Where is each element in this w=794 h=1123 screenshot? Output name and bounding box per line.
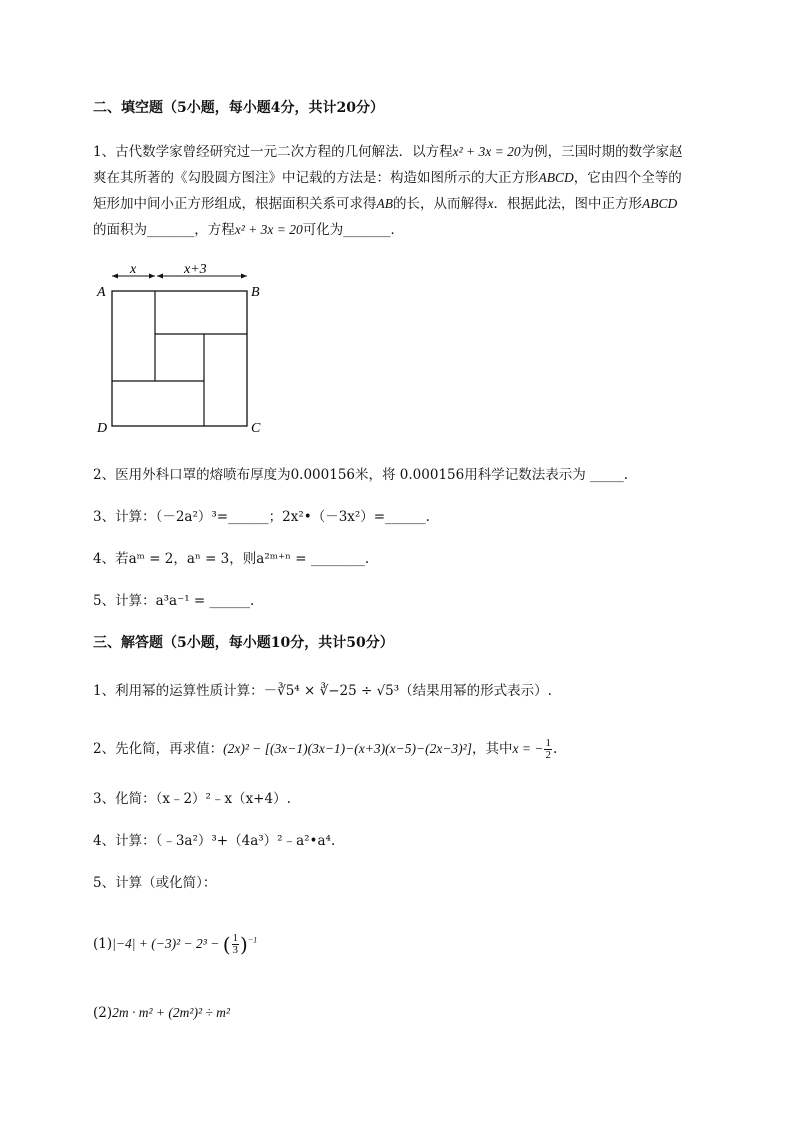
q1-x: x	[487, 196, 494, 211]
vertex-c: C	[251, 421, 261, 436]
fraction-denominator: 2	[545, 749, 551, 761]
sub1-exponent: −1	[247, 935, 258, 945]
solve-q5-sub2	[93, 1003, 230, 1023]
sub2-label: (2)	[93, 1005, 113, 1021]
arrow-head	[241, 274, 247, 279]
fraction-numerator: 1	[545, 737, 551, 749]
solve-q5: 5、计算（或化简）：	[93, 875, 217, 891]
solve-q1: 1、利用幂的运算性质计算：－∛5⁴ × ∛−25 ÷ √5³（结果用幂的形式表示）.	[93, 683, 552, 699]
fraction-denominator: 3	[232, 944, 238, 956]
vertex-a: A	[97, 285, 106, 300]
fill-q1-line-1	[93, 142, 683, 162]
q1-text: 矩形加中间小正方形组成，根据面积关系可求得	[93, 196, 377, 212]
solve-q4: 4、计算：（﹣3a²）³+（4a³）²﹣a²•a⁴.	[93, 833, 336, 849]
q1-text: ．根据此法，图中正方形	[493, 196, 642, 212]
fraction	[544, 738, 552, 761]
solve-q3: 3、化简：（x﹣2）²﹣x（x+4）.	[93, 791, 291, 807]
solve-q2-expression: (2x)² − [(3x−1)(3x−1)−(x+3)(x−5)−(2x−3)²]	[223, 741, 472, 756]
left-paren: (	[222, 932, 231, 957]
sub1-label: (1)	[93, 936, 113, 952]
sub2-expression: 2m · m² + (2m²)² ÷ m²	[112, 1005, 230, 1020]
q1-equation: x² + 3x = 20	[452, 144, 521, 159]
solve-q2-x: x = −	[512, 741, 544, 756]
q1-text: 爽在其所著的《勾股圆方图注》中记载的方法是：构造如图所示的大正方形	[93, 170, 539, 186]
right-paren: )	[240, 932, 248, 957]
q1-text: 1、古代数学家曾经研究过一元二次方程的几何解法．以方程	[93, 144, 453, 160]
square-abcd-figure	[93, 262, 268, 437]
q1-abcd: ABCD	[538, 170, 574, 185]
solve-q2-end: .	[552, 741, 558, 757]
q1-ab: AB	[376, 196, 393, 211]
solve-q2	[93, 738, 557, 761]
fill-q4: 4、若aᵐ = 2，aⁿ = 3，则a²ᵐ⁺ⁿ = ________.	[93, 551, 370, 567]
fill-q1-line-3	[93, 194, 677, 214]
section-3-heading: 三、解答题（5小题，每小题10分，共计50分）	[93, 635, 394, 651]
solve-q2-mid: ，其中	[471, 741, 513, 757]
arrow-head	[157, 274, 163, 279]
label-x-plus-3: x+3	[184, 262, 207, 277]
sub1-expression: |−4| + (−3)² − 2³ −	[112, 936, 223, 951]
outer-square	[112, 291, 247, 426]
vertex-d: D	[97, 421, 108, 436]
fill-q3: 3、计算：（－2a²）³=______；2x²•（－3x²）=______.	[93, 509, 430, 525]
q1-text: 的面积为_______，方程	[93, 222, 235, 238]
vertex-b: B	[251, 285, 260, 300]
fill-q1-line-2	[93, 168, 682, 188]
q1-text: 可化为_______．	[302, 222, 405, 238]
q1-equation: x² + 3x = 20	[234, 222, 303, 237]
fraction	[232, 933, 240, 956]
label-x: x	[130, 262, 137, 277]
q1-text: ，它由四个全等的	[573, 170, 682, 186]
q1-abcd: ABCD	[642, 196, 678, 211]
arrow-head	[112, 274, 118, 279]
square-diagram	[93, 262, 268, 437]
fill-q5: 5、计算：a³a⁻¹ = ______.	[93, 593, 255, 609]
q1-text: 为例，三国时期的数学家赵	[520, 144, 683, 160]
arrow-head	[149, 274, 155, 279]
section-2-heading: 二、填空题（5小题，每小题4分，共计20分）	[93, 100, 384, 116]
fill-q2: 2、医用外科口罩的熔喷布厚度为0.000156米，将 0.000156用科学记数法表示为 _____.	[93, 467, 629, 483]
q1-text: 的长，从而解得	[393, 196, 488, 212]
solve-q5-sub1	[93, 933, 257, 956]
fraction-numerator: 1	[232, 932, 238, 944]
solve-q2-prefix: 2、先化简，再求值：	[93, 741, 224, 757]
fill-q1-line-4	[93, 220, 404, 240]
